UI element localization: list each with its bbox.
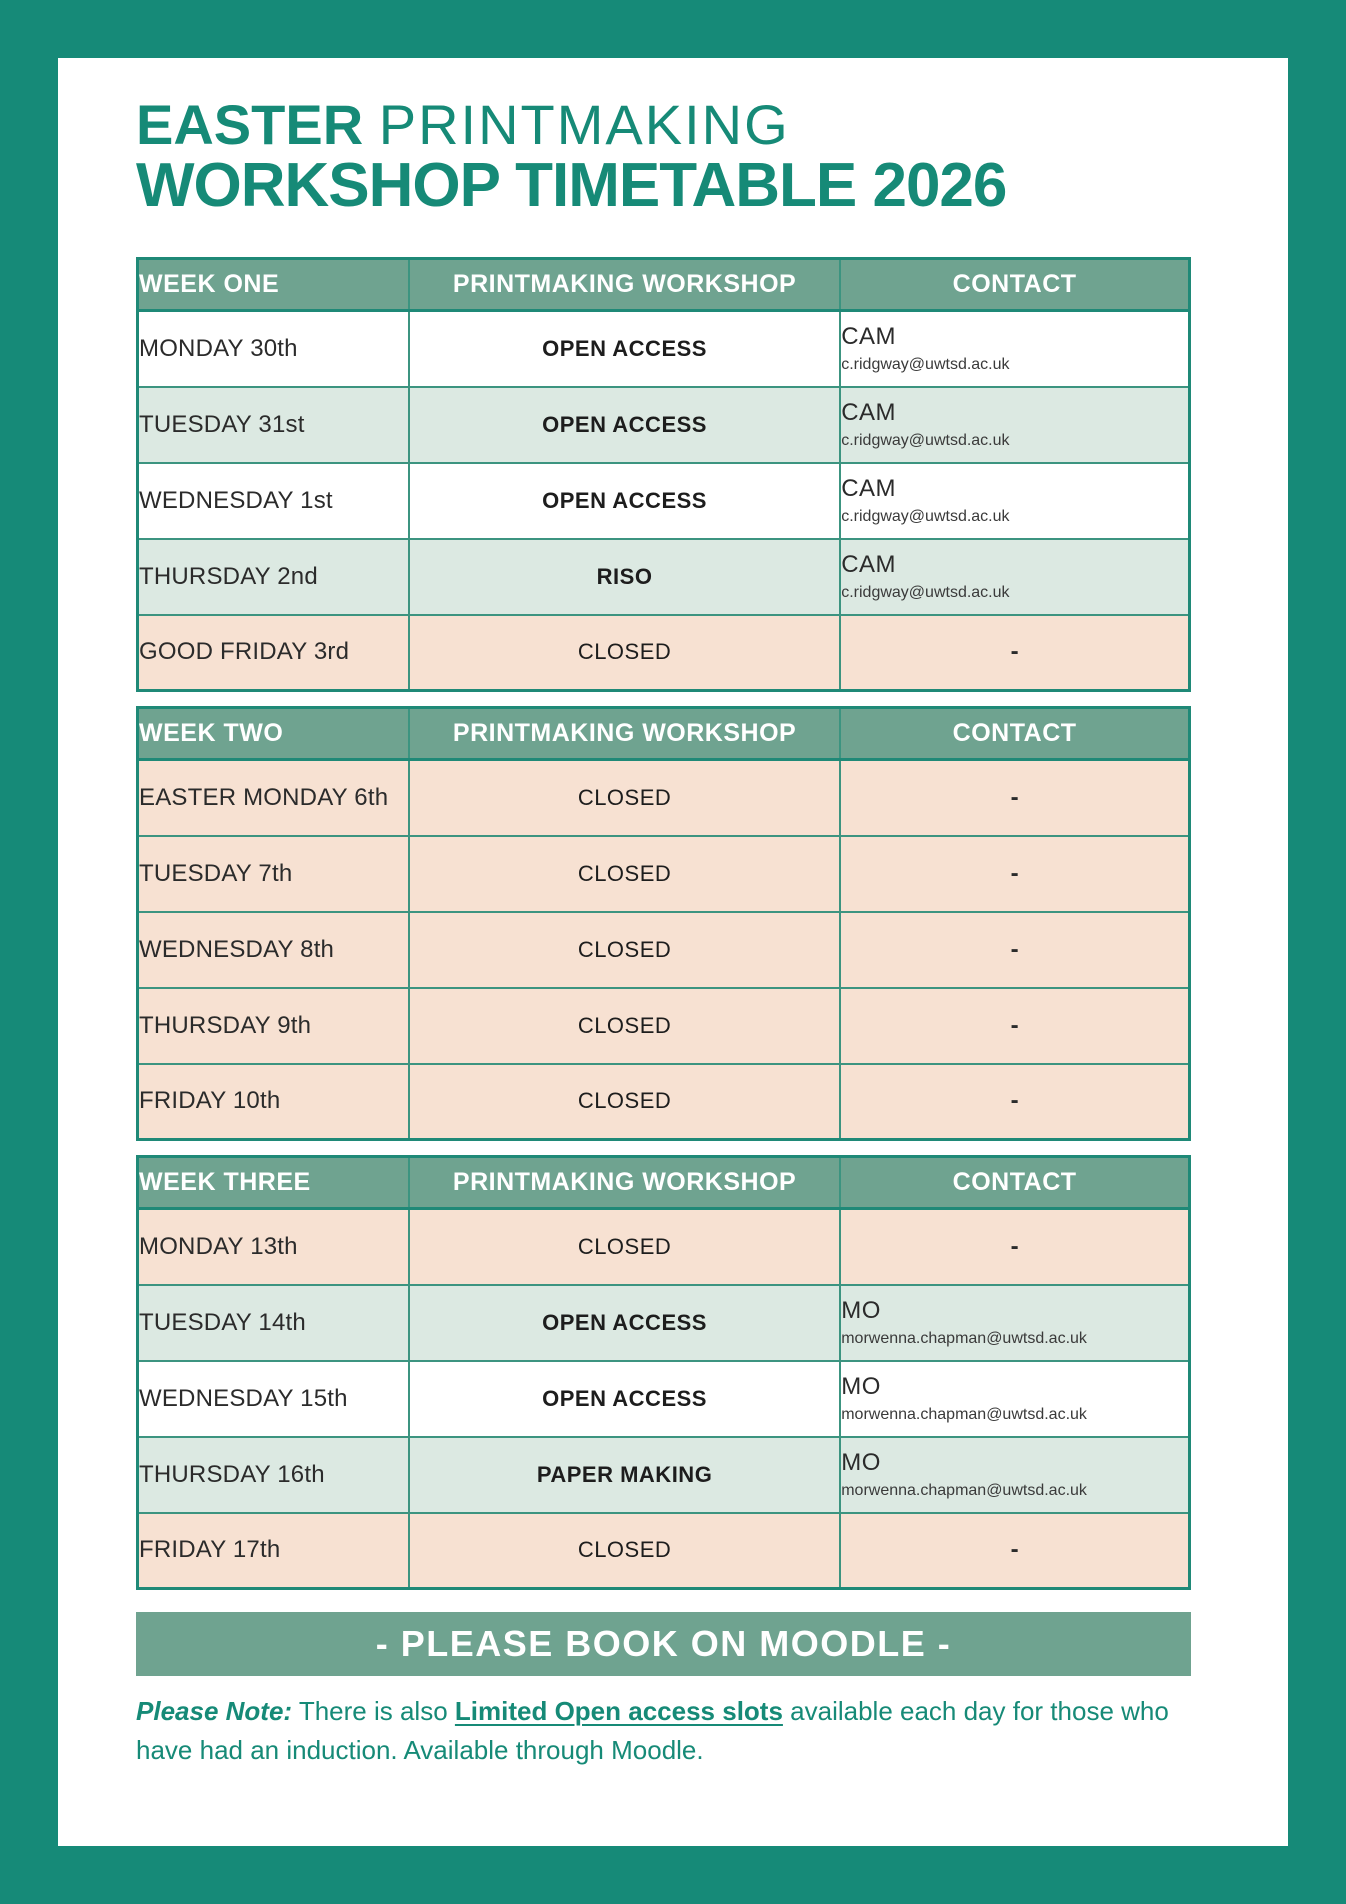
- day-cell: TUESDAY 31st: [138, 387, 409, 463]
- workshop-cell: OPEN ACCESS: [409, 463, 840, 539]
- note-underlined: Limited Open access slots: [454, 1696, 783, 1727]
- title-easter: EASTER: [136, 93, 364, 156]
- table-row: [138, 1437, 1190, 1513]
- workshop-cell: CLOSED: [409, 1064, 840, 1140]
- day-cell: FRIDAY 17th: [138, 1513, 409, 1589]
- table-row: [138, 912, 1190, 988]
- table-row: [138, 311, 1190, 387]
- contact-dash-cell: -: [840, 836, 1189, 912]
- day-cell: THURSDAY 9th: [138, 988, 409, 1064]
- contact-dash-cell: -: [840, 1209, 1189, 1285]
- contact-email: morwenna.chapman@uwtsd.ac.uk: [841, 1330, 1087, 1348]
- contact-email: c.ridgway@uwtsd.ac.uk: [841, 356, 1010, 374]
- contact-header: CONTACT: [840, 708, 1189, 760]
- week-label: WEEK TWO: [138, 708, 409, 760]
- day-cell: THURSDAY 2nd: [138, 539, 409, 615]
- workshop-cell: CLOSED: [409, 615, 840, 691]
- note-tail: available each day for those who have had an induction. Available through Moodle.: [136, 1696, 1169, 1766]
- day-cell: TUESDAY 7th: [138, 836, 409, 912]
- workshop-cell: CLOSED: [409, 988, 840, 1064]
- contact-name: MO: [841, 1449, 881, 1477]
- table-row: [138, 1361, 1190, 1437]
- workshop-cell: OPEN ACCESS: [409, 311, 840, 387]
- workshop-cell: CLOSED: [409, 1209, 840, 1285]
- workshop-cell: CLOSED: [409, 912, 840, 988]
- title-block: [136, 93, 1191, 221]
- table-row: [138, 463, 1190, 539]
- workshop-cell: CLOSED: [409, 760, 840, 836]
- contact-email: c.ridgway@uwtsd.ac.uk: [841, 432, 1010, 450]
- day-cell: THURSDAY 16th: [138, 1437, 409, 1513]
- week-one-table: [136, 257, 1191, 692]
- contact-cell: [840, 1361, 1189, 1437]
- contact-email: morwenna.chapman@uwtsd.ac.uk: [841, 1482, 1087, 1500]
- contact-name: CAM: [841, 323, 897, 351]
- table-header-row: [138, 259, 1190, 311]
- contact-name: CAM: [841, 475, 897, 503]
- week-three-table: [136, 1155, 1191, 1590]
- workshop-cell: CLOSED: [409, 836, 840, 912]
- moodle-banner-text: - PLEASE BOOK ON MOODLE -: [375, 1623, 952, 1665]
- workshop-cell: OPEN ACCESS: [409, 387, 840, 463]
- contact-email: morwenna.chapman@uwtsd.ac.uk: [841, 1406, 1087, 1424]
- table-header-row: [138, 1157, 1190, 1209]
- contact-header: CONTACT: [840, 1157, 1189, 1209]
- table-row: [138, 387, 1190, 463]
- contact-cell: [840, 1285, 1189, 1361]
- table-row: [138, 615, 1190, 691]
- table-row: [138, 1513, 1190, 1589]
- workshop-cell: PAPER MAKING: [409, 1437, 840, 1513]
- workshop-cell: OPEN ACCESS: [409, 1361, 840, 1437]
- table-row: [138, 988, 1190, 1064]
- table-header-row: [138, 708, 1190, 760]
- workshop-header: PRINTMAKING WORKSHOP: [409, 708, 840, 760]
- day-cell: WEDNESDAY 8th: [138, 912, 409, 988]
- day-cell: MONDAY 30th: [138, 311, 409, 387]
- contact-cell: [840, 387, 1189, 463]
- contact-name: MO: [841, 1373, 881, 1401]
- contact-dash-cell: -: [840, 760, 1189, 836]
- day-cell: FRIDAY 10th: [138, 1064, 409, 1140]
- note-lead: There is also: [292, 1696, 455, 1727]
- workshop-header: PRINTMAKING WORKSHOP: [409, 259, 840, 311]
- contact-dash-cell: -: [840, 615, 1189, 691]
- day-cell: WEDNESDAY 15th: [138, 1361, 409, 1437]
- table-row: [138, 1209, 1190, 1285]
- content: [136, 93, 1191, 1790]
- contact-name: CAM: [841, 551, 897, 579]
- contact-dash-cell: -: [840, 988, 1189, 1064]
- contact-dash-cell: -: [840, 1064, 1189, 1140]
- table-row: [138, 539, 1190, 615]
- contact-cell: [840, 311, 1189, 387]
- day-cell: MONDAY 13th: [138, 1209, 409, 1285]
- contact-cell: [840, 539, 1189, 615]
- moodle-banner: [136, 1612, 1191, 1676]
- page-title-line2: WORKSHOP TIMETABLE 2026: [136, 151, 1007, 221]
- day-cell: TUESDAY 14th: [138, 1285, 409, 1361]
- page-title-line1: [136, 93, 1191, 156]
- week-two-table: [136, 706, 1191, 1141]
- week-label: WEEK THREE: [138, 1157, 409, 1209]
- title-printmaking: PRINTMAKING: [378, 93, 790, 156]
- contact-name: MO: [841, 1297, 881, 1325]
- contact-email: c.ridgway@uwtsd.ac.uk: [841, 508, 1010, 526]
- table-row: [138, 836, 1190, 912]
- day-cell: WEDNESDAY 1st: [138, 463, 409, 539]
- day-cell: EASTER MONDAY 6th: [138, 760, 409, 836]
- note-text: [136, 1692, 1191, 1790]
- table-row: [138, 1064, 1190, 1140]
- table-row: [138, 1285, 1190, 1361]
- page: [58, 58, 1288, 1846]
- contact-dash-cell: -: [840, 912, 1189, 988]
- contact-header: CONTACT: [840, 259, 1189, 311]
- contact-email: c.ridgway@uwtsd.ac.uk: [841, 584, 1010, 602]
- contact-cell: [840, 463, 1189, 539]
- contact-name: CAM: [841, 399, 897, 427]
- week-label: WEEK ONE: [138, 259, 409, 311]
- contact-cell: [840, 1437, 1189, 1513]
- table-row: [138, 760, 1190, 836]
- contact-dash-cell: -: [840, 1513, 1189, 1589]
- workshop-header: PRINTMAKING WORKSHOP: [409, 1157, 840, 1209]
- workshop-cell: OPEN ACCESS: [409, 1285, 840, 1361]
- day-cell: GOOD FRIDAY 3rd: [138, 615, 409, 691]
- note-prefix: Please Note:: [136, 1696, 293, 1727]
- workshop-cell: RISO: [409, 539, 840, 615]
- workshop-cell: CLOSED: [409, 1513, 840, 1589]
